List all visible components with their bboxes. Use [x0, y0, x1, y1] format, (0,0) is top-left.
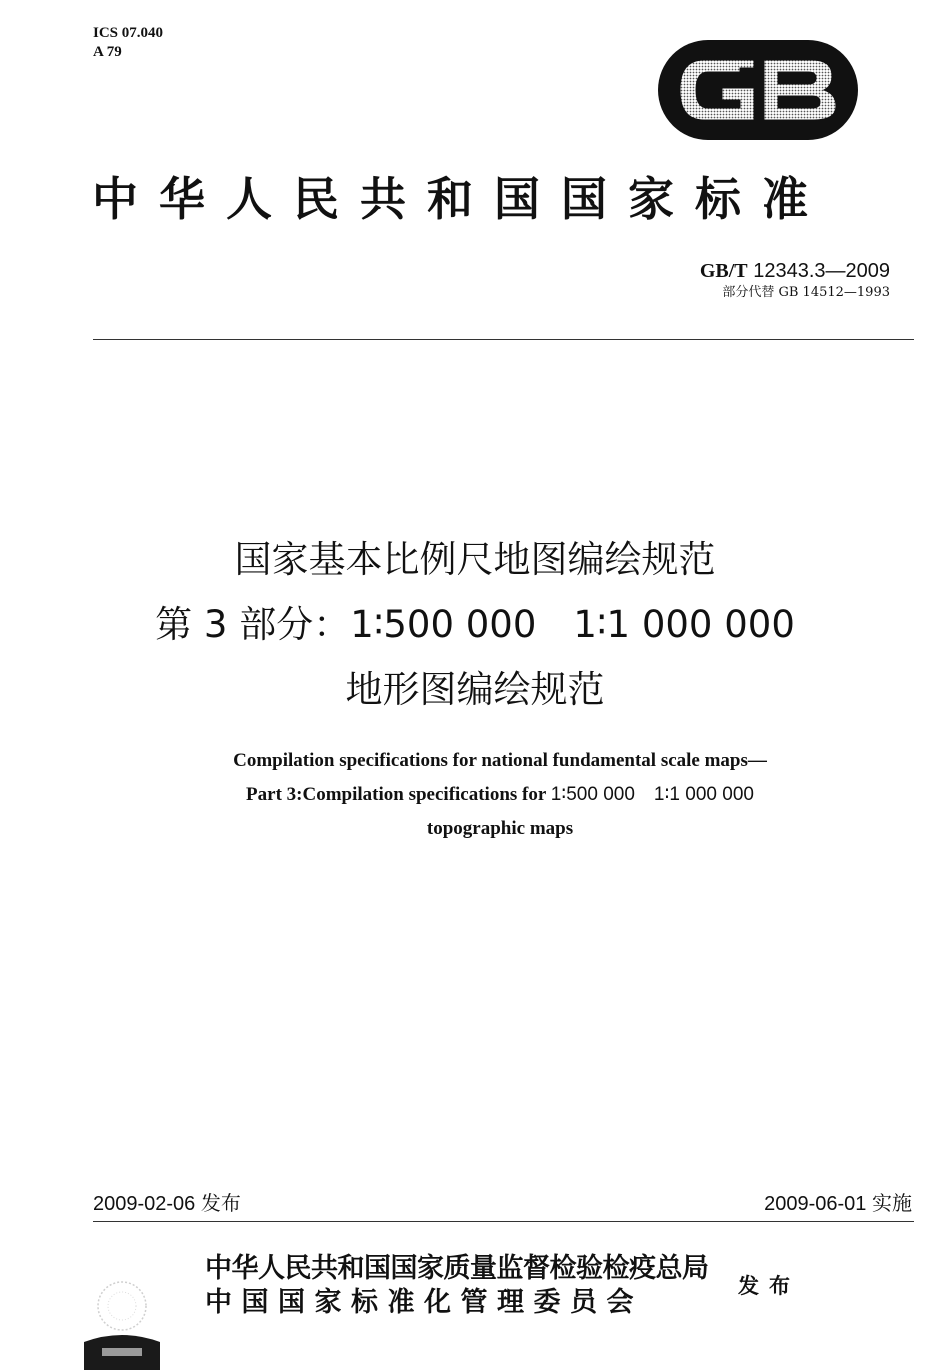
chinese-title-line-1: 国家基本比例尺地图编绘规范: [234, 538, 716, 581]
implementation-date-value: 2009-06-01: [764, 1193, 867, 1215]
standard-number-block: [700, 258, 890, 301]
gb-logo-icon: [656, 38, 860, 142]
classification-codes: [93, 24, 163, 62]
english-title-line-1: Compilation specifications for national fundamental scale maps—: [233, 750, 767, 771]
chinese-title-line-3: 地形图编绘规范: [345, 668, 605, 711]
standard-prefix: GB/T: [699, 260, 748, 282]
chinese-title-line-2: 第 3 部分：1∶500 000 1∶1 000 000: [155, 603, 795, 646]
replaces-note: 部分代替 GB 14512—1993: [722, 285, 890, 300]
english-title: [0, 744, 950, 846]
implementation-date-label: 实施: [872, 1191, 912, 1215]
english-title-part: Part 3:Compilation specifications for: [246, 784, 551, 805]
issue-date-label: 发布: [200, 1191, 241, 1215]
implementation-date: [764, 1190, 912, 1217]
issue-date: [93, 1190, 241, 1217]
publish-label: 发布: [738, 1273, 800, 1298]
english-title-line-2: [0, 778, 950, 812]
standard-number: [700, 258, 890, 284]
issuer-aqsiq: 中华人民共和国国家质量监督检验检疫总局: [205, 1253, 709, 1284]
english-title-scales: 1∶500 000 1∶1 000 000: [550, 784, 754, 805]
footer-divider: [93, 1221, 914, 1222]
english-title-line-3: topographic maps: [426, 818, 574, 839]
seal-stamp-icon: [76, 1272, 168, 1370]
chinese-title: [0, 527, 950, 722]
issuer-sac: 中国国家标准化管理委员会: [205, 1287, 643, 1318]
header-divider: [93, 339, 914, 340]
issue-date-value: 2009-02-06: [93, 1193, 196, 1215]
issuing-authorities: [205, 1252, 709, 1320]
standard-code: 12343.3—2009: [753, 260, 890, 282]
ccs-code: A 79: [93, 44, 122, 60]
ics-code: ICS 07.040: [93, 25, 164, 41]
national-standard-heading: 中华人民共和国国家标准: [92, 172, 829, 226]
